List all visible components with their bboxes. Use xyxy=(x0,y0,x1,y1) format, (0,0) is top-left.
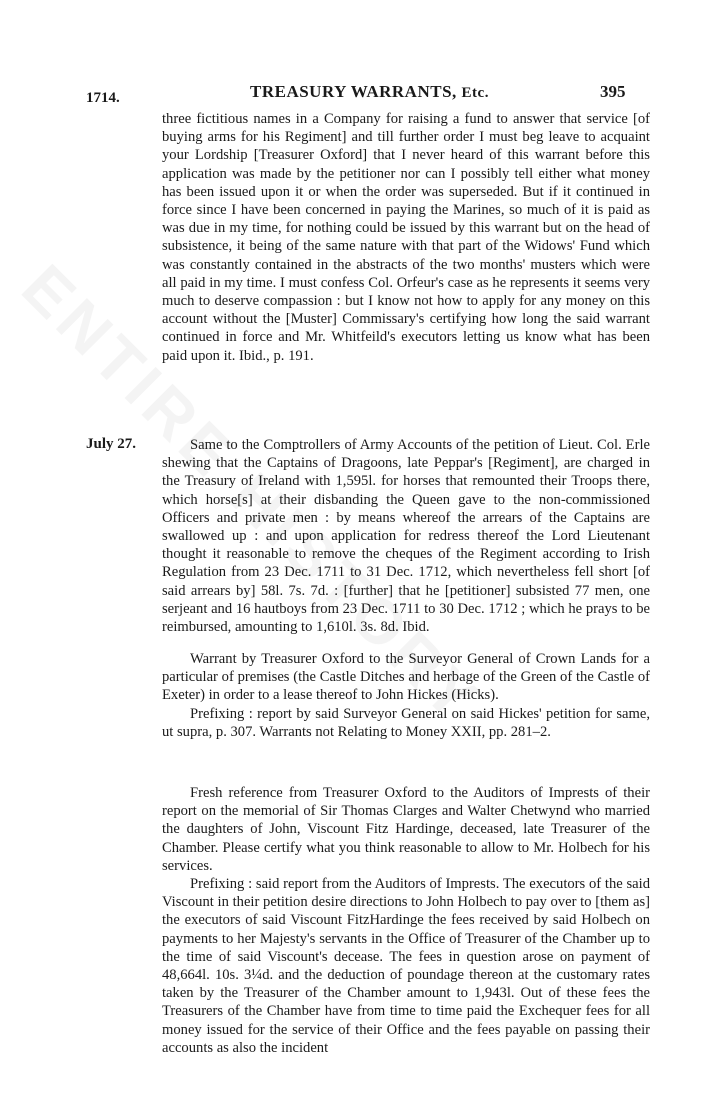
entry-paragraph: Same to the Comptrollers of Army Accounts of the petition of Lieut. Col. Erle shewing that the Captains of Dragoons, late Peppar's [Regiment], are charged in the Treasury of Ireland with 1,595l. for horses that remounted their Troops there, which horse[s] at their disbanding the Queen gave to the non-commissioned Officers and private men : by means whereof the arrears of the Captains are swallowed up : and upon application for redress thereof the Lord Lieutenant thought it reasonable to remove the cheques of the Regiment according to Irish Regulation from 23 Dec. 1711 to 31 Dec. 1712, which nevertheless fell short [of said arrears by] 58l. 7s. 7d. : [further] that he [petitioner] subsisted 77 men, one serjeant and 16 hautboys from 23 Dec. 1711 to 30 Dec. 1712 ; which he prays to be reimbursed, amounting to 1,610l. 3s. 8d. Ibid. xyxy=(162,437,650,636)
margin-date: July 27. xyxy=(86,436,137,452)
entry-paragraph: three fictitious names in a Company for raising a fund to answer that service [of buying arms for his Regiment] and till further order I must beg leave to acquaint your Lordship [Treasurer Oxford] that I never heard of this warrant before this application was made by the petitioner nor can I possibly tell either what money has been issued upon it or when the order was superseded. But if it continued in force since I have been concerned in paying the Marines, so much of it is paid as was due in my time, for nothing could be issued by this warrant but on the head of subsistence, it being of the same nature with that part of the Widows' Fund which was constantly contained in the abstracts of the two months' musters which were all paid in my time. I must confess Col. Orfeur's case as he represents it seems very much to deserve compassion : but I know not how to apply for any money on this account without the [Muster] Commissary's certifying how long the said warrant continued in force and Mr. Whitfeild's executors letting us know what has been paid upon it. Ibid., p. 191. xyxy=(162,111,650,364)
entry-fresh-reference xyxy=(162,784,650,1057)
entry-paragraph: Fresh reference from Treasurer Oxford to the Auditors of Imprests of their report on the memorial of Sir Thomas Clarges and Walter Chetwynd who married the daughters of John, Viscount Fitz Hardinge, deceased, late Treasurer of the Chamber. Please certify what you think reasonable to allow to Mr. Holbech for his services. xyxy=(162,785,650,874)
running-title-main: TREASURY WARRANTS, xyxy=(250,82,462,101)
page-header xyxy=(0,82,726,106)
entry-warrant-exeter xyxy=(162,650,650,741)
entry-prefixing: Prefixing : said report from the Auditors of Imprests. The executors of the said Viscount in their petition desire directions to John Holbech to pay over to [them as] the executors of said Viscount FitzHardinge the fees received by said Holbech on payments to her Majesty's servants in the Office of Treasurer of the Chamber up to the time of said Viscount's decease. The fees in question arose on payment of 48,664l. 10s. 3¼d. and the deduction of poundage thereon at the customary rates taken by the Treasurer of the Chamber amount to 1,943l. Out of these fees the Treasurers of the Chamber have from time to time paid the Exchequer fees for all money issued for the service of their Office and the fees payable on passing their accounts as also the incident xyxy=(162,876,650,1056)
entry-paragraph: Warrant by Treasurer Oxford to the Surveyor General of Crown Lands for a particular of premises (the Castle Ditches and herbage of the Green of the Castle of Exeter) in order to a lease thereof to John Hickes (Hicks). xyxy=(162,651,650,704)
entry-prefixing: Prefixing : report by said Surveyor General on said Hickes' petition for same, ut supra, p. 307. Warrants not Relating to Money XXII, pp. 281–2. xyxy=(162,705,650,740)
entry-continuation xyxy=(162,110,650,365)
running-title-etc: Etc. xyxy=(461,85,489,101)
running-title xyxy=(250,82,489,102)
entry-july-27 xyxy=(162,436,650,636)
header-year: 1714. xyxy=(86,90,120,106)
page-number: 395 xyxy=(600,82,626,101)
